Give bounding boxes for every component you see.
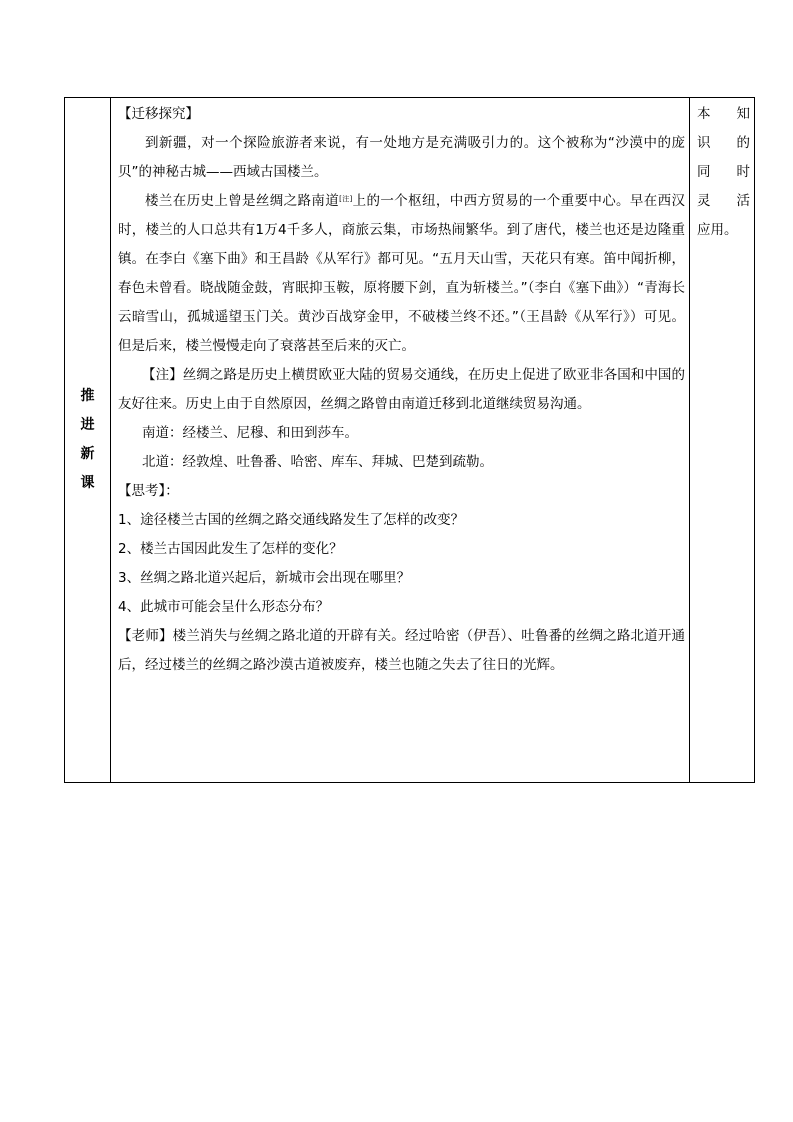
history-text-part2: 上的一个枢纽，中西方贸易的一个重要中心。早在西汉时，楼兰的人口总共有1万4千多人，商旅云集，市场热闹繁华。到了唐代，楼兰也还是边隆重镇。在李白《塞下曲》和王昌龄《从军行》都可见。“五月天山雪，天花只有寒。笛中闻折柳，春色未曾看。晓战随金鼓，宵眠抑玉鞍，原将腰下剑，直为斩楼兰。”（李白《塞下曲》）“青海长云暗雪山，孤城遥望玉门关。黄沙百战穿金甲，不破楼兰终不还。”（王昌龄《从军行》）可见。但是后来，楼兰慢慢走向了衰落甚至后来的灭亡。 (118, 193, 686, 354)
side-note-line: 同 时 (697, 164, 750, 180)
side-note-line: 应用。 (697, 222, 738, 238)
stage-char: 新 (80, 446, 95, 462)
loulan-history-paragraph (118, 187, 685, 361)
stage-char: 课 (80, 475, 95, 491)
side-note-line: 灵 活 (697, 193, 750, 209)
stage-label-cell (65, 98, 111, 783)
lesson-table (64, 97, 755, 783)
south-route-text: 南道：经楼兰、尼穆、和田到莎车。 (142, 425, 358, 441)
section-heading: 【迁移探究】 (118, 106, 199, 122)
side-note-line: 识 的 (697, 135, 750, 151)
lesson-row (65, 98, 755, 783)
stage-char: 进 (80, 417, 95, 433)
teacher-paragraph: 【老师】楼兰消失与丝绸之路北道的开辟有关。经过哈密（伊吾）、吐鲁番的丝绸之路北道开通后，经过楼兰的丝绸之路沙漠古道被废弃，楼兰也随之失去了往日的光辉。 (118, 628, 685, 673)
question-item: 1、途径楼兰古国的丝绸之路交通线路发生了怎样的改变？ (118, 512, 465, 528)
note-paragraph: 【注】丝绸之路是历史上横贯欧亚大陆的贸易交通线，在历史上促进了欧亚非各国和中国的友好往来。历史上由于自然原因，丝绸之路曾由南道迁移到北道继续贸易沟通。 (118, 367, 685, 412)
question-item: 3、丝绸之路北道兴起后，新城市会出现在哪里？ (118, 570, 411, 586)
north-route-text: 北道：经敦煌、吐鲁番、哈密、库车、拜城、巴楚到疏勒。 (142, 454, 493, 470)
history-text-part1: 楼兰在历史上曾是丝绸之路南道 (145, 193, 340, 209)
side-note-line: 本 知 (697, 106, 750, 122)
question-item: 4、此城市可能会呈什么形态分布？ (118, 599, 330, 615)
think-heading: 【思考】： (118, 483, 179, 499)
note-reference-marker: [注] (339, 195, 353, 203)
side-note-cell (690, 98, 755, 783)
stage-char: 推 (80, 388, 95, 404)
question-item: 2、楼兰古国因此发生了怎样的变化？ (118, 541, 343, 557)
intro-paragraph: 到新疆，对一个探险旅游者来说，有一处地方是充满吸引力的。这个被称为“沙漠中的庞贝”的神秘古城——西域古国楼兰。 (118, 135, 685, 180)
main-content-cell (111, 98, 690, 783)
